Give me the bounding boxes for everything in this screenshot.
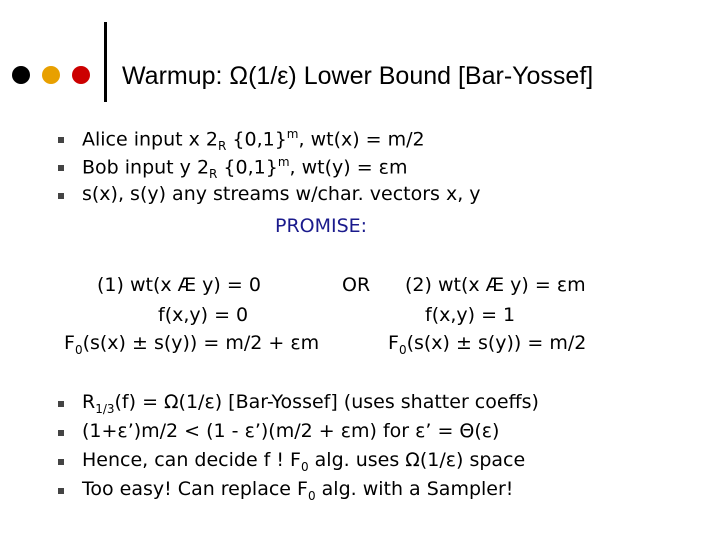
bullet-marker bbox=[58, 165, 64, 171]
case2-weight: (2) wt(x Æ y) = εm bbox=[405, 274, 586, 296]
bullet-marker bbox=[58, 137, 64, 143]
bullet-marker bbox=[58, 430, 64, 436]
bullet-hence: Hence, can decide f ! $F_0$ alg. uses Ω(1/ε) space bbox=[82, 449, 526, 474]
title-divider bbox=[104, 22, 107, 102]
slide-title: Warmup: Ω(1/ε) Lower Bound [Bar-Yossef] bbox=[122, 62, 594, 90]
case2-f-value: f(x,y) = 1 bbox=[425, 304, 516, 326]
case1-f-value: f(x,y) = 0 bbox=[158, 304, 249, 326]
bullet-r13: $R_{1/3}(f) = \Omega(1/\varepsilon)$ [Bar-Yossef] (uses shatter coeffs) bbox=[82, 391, 539, 416]
bullet-inequality: (1+ε’)m/2 < (1 - ε’)(m/2 + εm) for ε’ = Θ(ε) bbox=[82, 420, 500, 442]
promise-label: PROMISE: bbox=[275, 215, 368, 237]
red-dot-icon bbox=[72, 66, 90, 84]
or-label: OR bbox=[342, 274, 371, 296]
case1-weight: (1) wt(x Æ y) = 0 bbox=[97, 274, 261, 296]
bullet-marker bbox=[58, 488, 64, 494]
case1-f0: $F_0(s(x) \pm s(y)) = m/2 + \varepsilon m$ bbox=[64, 332, 320, 357]
bullet-alice-input: Alice input x $2_R$ $\{0,1\}^m$, wt(x) = m/2 bbox=[82, 127, 425, 154]
bullet-marker bbox=[58, 401, 64, 407]
black-dot-icon bbox=[12, 66, 30, 84]
case2-f0: $F_0(s(x) \pm s(y)) = m/2$ bbox=[388, 332, 587, 357]
bullet-marker bbox=[58, 459, 64, 465]
bullet-marker bbox=[58, 193, 64, 199]
bullet-streams: s(x), s(y) any streams w/char. vectors x, y bbox=[82, 183, 481, 205]
bullet-bob-input: Bob input y $2_R$ $\{0,1\}^m$, wt(y) = εm bbox=[82, 155, 408, 182]
orange-dot-icon bbox=[42, 66, 60, 84]
bullet-too-easy: Too easy! Can replace $F_0$ alg. with a Sampler! bbox=[82, 478, 514, 503]
